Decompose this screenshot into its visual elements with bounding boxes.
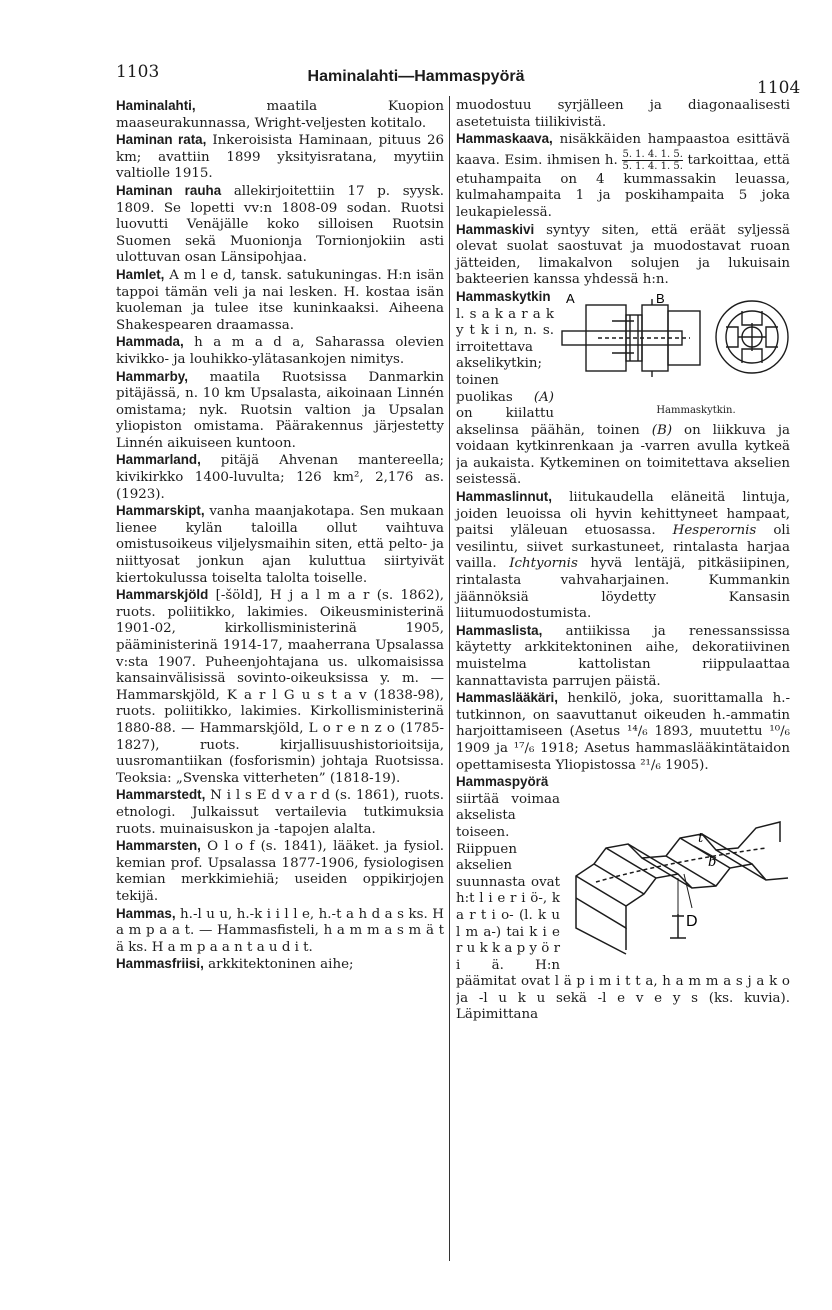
page-number-right: 1104	[757, 78, 801, 98]
dental-formula: $\frac{5. 1. 4. 1. 5.}{5. 1. 4. 1. 5.}$	[622, 148, 683, 172]
entry-hammarskipt: Hammarskipt, vanha maanjakotapa. Sen mukaan lienee kylän taloilla ollut vaihtuva omistusoikeus viljelysmaihin siten, että pelto- ja niittyosat jonkun ajan kuluttua siirtyivät kiertokulussa toiselta talolta toiselle.	[116, 503, 444, 586]
width-label: b	[708, 855, 717, 871]
coupling-drawing	[560, 291, 790, 403]
pitch-label: t	[698, 831, 704, 847]
entry-haminan-rauha: Haminan rauha allekirjoitettiin 17 p. syysk. 1809. Se lopetti vv:n 1808-09 sodan. Ruotsi luovutti Venäjälle koko silloisen Ruotsin Suomen sekä Muonionja Tornionjokiin asti ulottuvan osan Länsipohjaa.	[116, 182, 444, 266]
entry-hammarby: Hammarby, maatila Ruotsissa Danmarkin pitäjässä, n. 10 km Upsalasta, aikoinaan Linnén omistama; nyk. Ruotsin valtion ja Upsalan yliopiston omistama. Päärakennus järjestetty Linnén aikuiseen kuntoon.	[116, 368, 444, 451]
entry-hammaslista: Hammaslista, antiikissa ja renessanssissa käytetty arkkitektoninen aihe, dekoratiivinen muistelma kattolistan riippulaattaa kannattavista parrujen päistä.	[456, 622, 790, 689]
coupling-figure	[560, 291, 790, 420]
entry-hammarsten: Hammarsten, O l o f (s. 1841), lääket. ja fysiol. kemian prof. Upsalassa 1877-1906, fysiologisen kemian merkkimiehiä; useiden oppikirjojen tekijä.	[116, 838, 444, 904]
entry-hammarstedt: Hammarstedt, N i l s E d v a r d (s. 1861), ruots. etnologi. Julkaissut vertailevia tutkimuksia ruots. muinaisuskon ja -tapojen alalta.	[116, 787, 444, 837]
diameter-label: D	[686, 913, 698, 931]
entry-hammaslaakari: Hammaslääkäri, henkilö, joka, suorittamalla h.-tutkinnon, on saavuttanut oikeuden h.-ammatin harjoittamiseen (Asetus ¹⁴/₆ 1893, muutettu ¹⁰/₆ 1909 ja ¹⁷/₆ 1918; Asetus hammaslääkintätaidon opettamisesta Yliopistossa ²¹/₆ 1905).	[456, 690, 790, 773]
figure-caption: Hammaskytkin.	[656, 404, 736, 416]
figure-letter-a: A	[566, 290, 575, 306]
entry-hammasfriisi: Hammasfriisi, arkkitektoninen aihe;	[116, 956, 354, 973]
entry-hammarland: Hammarland, pitäjä Ahvenan mantereella; kivikirkko 1400-luvulta; 126 km², 2,176 as. (1923).	[116, 452, 444, 502]
entry-hammaskaava: Hammaskaava, nisäkkäiden hampaastoa esittävä kaava. Esim. ihmisen h. $\frac{5. 1. 4. 1. 5.}{5. 1. 4. 1. 5.}$ tarkoittaa, että etuhampaita on 4 kummassakin leuassa, kulmahampaita 1 ja poskihampaita 5 joka leukapielessä.	[456, 131, 790, 220]
page-number-left: 1103	[116, 62, 160, 82]
entry-continuation: muodostuu syrjälleen ja diagonaalisesti asetetuista tiilikivistä.	[456, 98, 790, 130]
gear-figure	[566, 778, 790, 958]
gear-drawing	[566, 778, 790, 958]
left-column	[116, 98, 444, 974]
entry-hammaspyora: t b D Hammaspyörä siirtää voimaa akselista toiseen. Riippuen akselien suunnasta ovat h:t l i e r i ö-, k a r t i o- (l. k u l m a-) tai k i e r u k k a p y ö r i ä. H:n päämitat ovat l ä p i m i t t a, h a m m a s j a k o ja -l u k u sekä -l e v e y s (ks. kuvia). Läpimittana	[456, 774, 790, 1024]
column-divider	[449, 96, 450, 1261]
entry-hammarskjold: Hammarskjöld [-šöld], H j a l m a r (s. 1862), ruots. poliitikko, lakimies. Oikeusministerinä 1901-02, kirkollisministerinä 1905, pääministerinä 1914-17, maaherrana Upsalassa v:sta 1907. Puheenjohtajana us. ulkomaisissa kansainvälisissä sovinto-oikeuksissa y. m. — Hammarskjöld, K a r l G u s t a v (1838-98), ruots. poliitikko, lakimies. Kirkollisministerinä 1880-88. — Hammarskjöld, L o r e n z o (1785-1827), ruots. kirjallisuushistorioitsija, uusromantiikan (fosforismin) johtaja Ruotsissa. Teoksia: „Svenska vitterheten” (1818-19).	[116, 587, 444, 786]
entry-hamlet: Hamlet, A m l e d, tansk. satukuningas. H:n isän tappoi tämän veli ja nai lesken. H. kostaa isän kuoleman ja tulee itse kuninkaaksi. Aiheena Shakespearen draamassa.	[116, 266, 444, 333]
entry-hammada: Hammada, h a m a d a, Saharassa olevien kivikko- ja louhikko-ylätasankojen nimitys.	[116, 334, 444, 367]
entry-haminalahti: Haminalahti, maatila Kuopion maaseurakunnassa, Wright-veljesten kotitalo.	[116, 98, 444, 131]
figure-letter-b: B	[656, 290, 665, 306]
entry-haminan-rata: Haminan rata, Inkeroisista Haminaan, pituus 26 km; avattiin 1899 yksityisratana, myytiin valtiolle 1915.	[116, 132, 445, 182]
right-column	[456, 98, 790, 1024]
entry-hammas: Hammas, h.-l u u, h.-k i i l l e, h.-t a h d a s ks. H a m p a a t. — Hammasfisteli, h a m m a s m ä t ä ks. H a m p a a n t a u d i t.	[116, 905, 444, 955]
entry-hammaskivi: Hammaskivi syntyy siten, että eräät syljessä olevat suolat saostuvat ja muodostavat ruoan jätteiden, limakalvon solujen ja lukuisain bakteerien kanssa yhdessä h:n.	[456, 221, 790, 288]
entry-hammaskytkin: A B Hammaskytkin. Hammaskytkin l. s a k a r a k y t k i n, n. s. irroitettava akselikytkin; toinen puolikas (A) on kiilattu akselinsa päähän, toinen (B) on liikkuva ja voidaan kytkinrenkaan ja -varren avulla kytkeä ja aukaista. Kytkeminen on toimitettava akselien seistessä.	[456, 288, 790, 488]
entry-hammaslinnut: Hammaslinnut, liitukaudella eläneitä lintuja, joiden leuoissa oli hyvin kehittyneet hampaat, paitsi yläleuan etuosassa. Hesperornis oli vesilintu, siivet surkastuneet, rintalasta harjaa vailla. Ichtyornis hyvä lentäjä, pitkäsiipinen, rintalasta vahvaharjainen. Kummankin jäännöksiä löydetty Kansasin liitumuodostumista.	[456, 489, 790, 622]
running-head: Haminalahti—Hammaspyörä	[307, 68, 525, 85]
